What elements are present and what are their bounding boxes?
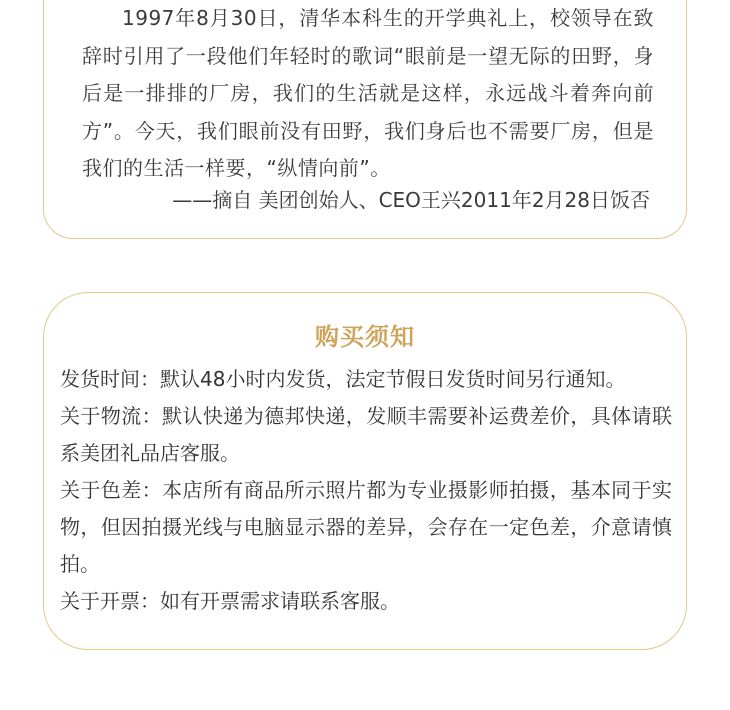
notice-title: 购买须知 (315, 323, 415, 351)
quote-source: ——摘自 美团创始人、CEO王兴2011年2月28日饭否 (172, 188, 650, 212)
notice-item-color-difference: 关于色差：本店所有商品所示照片都为专业摄影师拍摄，基本同于实物，但因拍摄光线与电脑显示器的差异，会存在一定色差，介意请慎拍。 (60, 478, 672, 576)
quote-text: 1997年8月30日，清华本科生的开学典礼上，校领导在致辞时引用了一段他们年轻时的歌词“眼前是一望无际的田野，身后是一排排的厂房，我们的生活就是这样，永远战斗着奔向前方”。今天，我们眼前没有田野，我们身后也不需要厂房，但是我们的生活一样要，“纵情向前”。 (82, 6, 654, 180)
purchase-notice-card (43, 292, 687, 650)
notice-item-shipping-time: 发货时间：默认48小时内发货，法定节假日发货时间另行通知。 (60, 367, 626, 391)
notice-item-logistics: 关于物流：默认快递为德邦快递，发顺丰需要补运费差价，具体请联系美团礼品店客服。 (60, 404, 672, 465)
notice-item-invoice: 关于开票：如有开票需求请联系客服。 (60, 589, 400, 613)
notice-body (60, 361, 672, 620)
quote-card (43, 0, 687, 239)
